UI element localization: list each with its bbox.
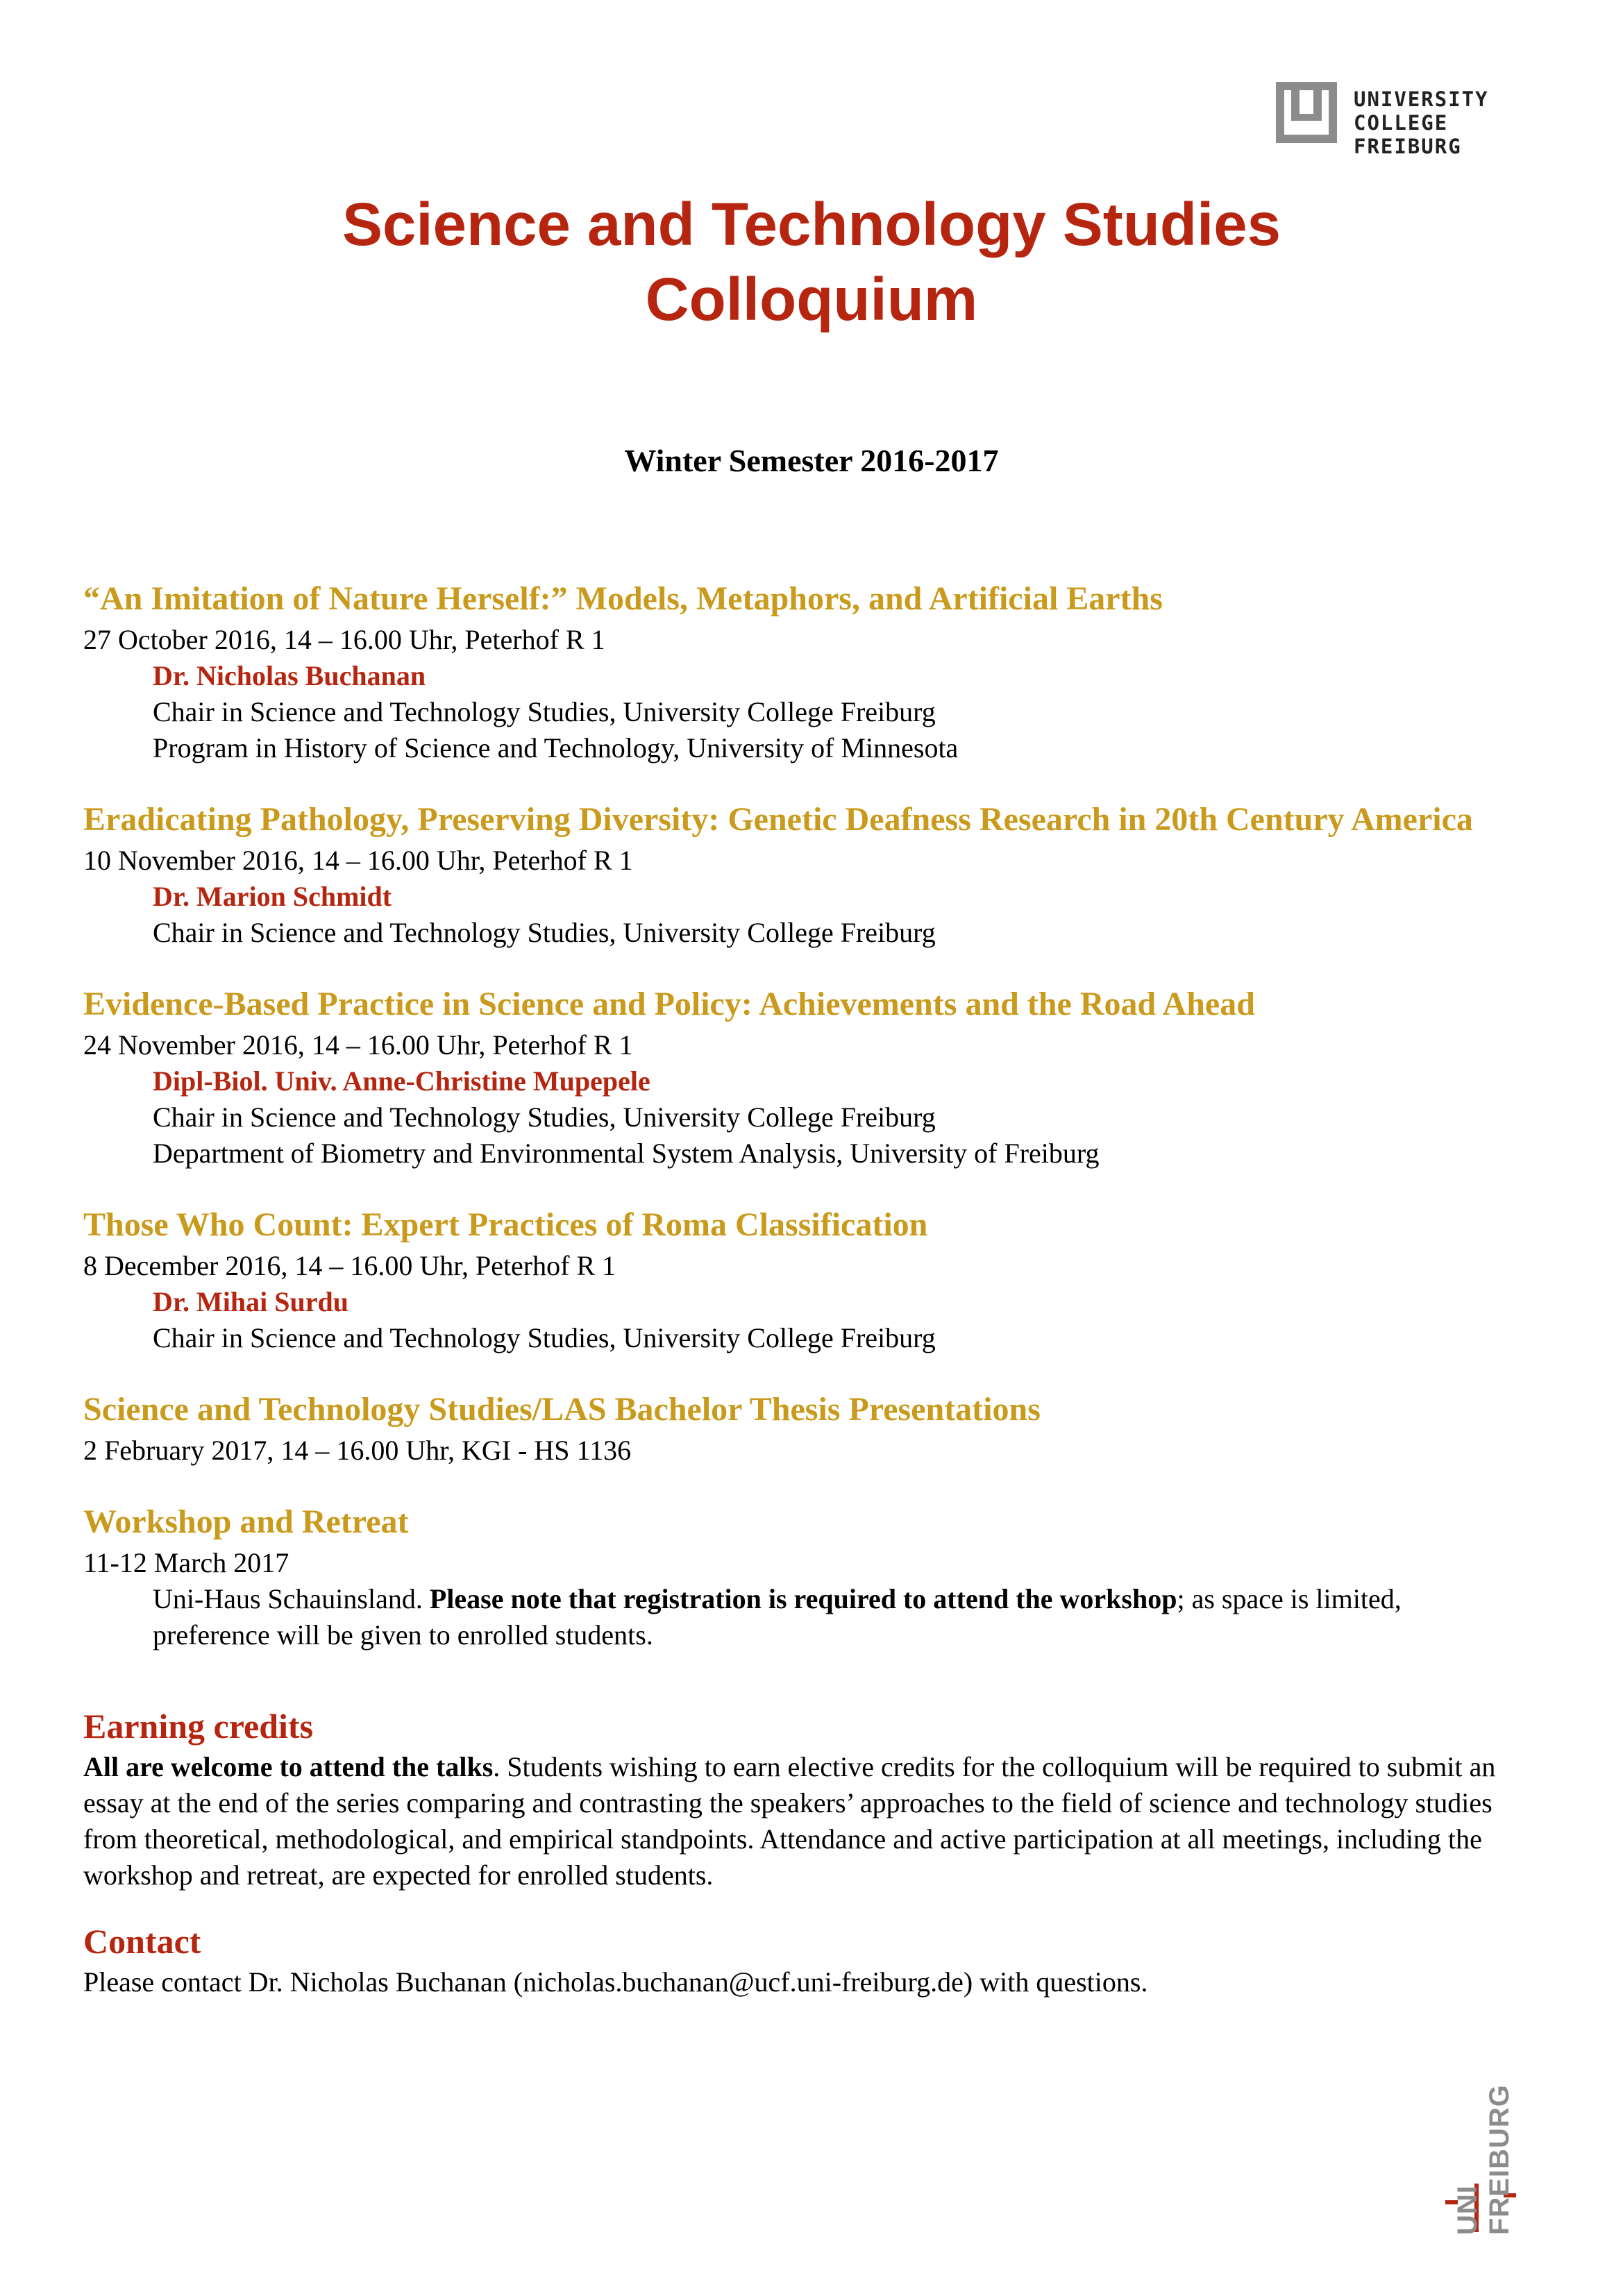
workshop <box>83 1499 1513 1653</box>
uni-freiburg-wordmark <box>1443 2075 1547 2235</box>
earning-credits-heading: Earning credits <box>83 1707 314 1746</box>
earning-credits-text <box>83 1749 1513 1893</box>
ucf-wordmark <box>1354 87 1489 158</box>
ucf-wordmark-line2: COLLEGE <box>1354 111 1449 135</box>
uni-freiburg-uni: UNI <box>1452 2185 1483 2235</box>
workshop-place: Uni-Haus Schauinsland. <box>153 1583 430 1614</box>
speaker-affiliation: Chair in Science and Technology Studies, University College Freiburg <box>153 696 936 727</box>
event-date-location: 8 December 2016, 14 – 16.00 Uhr, Peterhof R 1 <box>83 1250 616 1281</box>
event-title: “An Imitation of Nature Herself:” Models, Metaphors, and Artificial Earths <box>83 580 1163 617</box>
uni-freiburg-logo <box>1443 2075 1547 2235</box>
contact-heading: Contact <box>83 1922 201 1961</box>
ucf-logo <box>1276 82 1512 172</box>
page-title-line2: Colloquium <box>645 266 978 333</box>
event-date-location: 24 November 2016, 14 – 16.00 Uhr, Peterhof R 1 <box>83 1029 633 1061</box>
event-1 <box>83 576 1513 766</box>
event-title: Those Who Count: Expert Practices of Roma Classification <box>83 1206 928 1243</box>
speaker-affiliation: Chair in Science and Technology Studies, University College Freiburg <box>153 1322 936 1353</box>
schedule <box>83 576 1513 2000</box>
workshop-date: 11-12 March 2017 <box>83 1547 289 1578</box>
event-3 <box>83 981 1513 1172</box>
contact-text: Please contact Dr. Nicholas Buchanan (nicholas.buchanan@ucf.uni-freiburg.de) with questions. <box>83 1966 1148 1998</box>
contact-section <box>83 1918 1513 2000</box>
event-speaker: Dr. Mihai Surdu <box>153 1286 348 1317</box>
uni-freiburg-name: FREIBURG <box>1484 2084 1515 2235</box>
event-title: Science and Technology Studies/LAS Bachelor Thesis Presentations <box>83 1391 1041 1428</box>
event-title: Eradicating Pathology, Preserving Diversity: Genetic Deafness Research in 20th Century America <box>83 801 1473 838</box>
event-title: Evidence-Based Practice in Science and Policy: Achievements and the Road Ahead <box>83 986 1255 1022</box>
ucf-wordmark-line3: FREIBURG <box>1354 135 1462 158</box>
speaker-affiliation: Chair in Science and Technology Studies, University College Freiburg <box>153 917 936 948</box>
earning-credits-bold: All are welcome to attend the talks <box>83 1751 494 1782</box>
ucf-wordmark-line1: UNIVERSITY <box>1354 87 1489 111</box>
workshop-details <box>153 1581 1513 1653</box>
event-5 <box>83 1387 1513 1469</box>
event-date-location: 27 October 2016, 14 – 16.00 Uhr, Peterhof R 1 <box>83 624 605 655</box>
workshop-registration-note: Please note that registration is required to attend the workshop <box>429 1583 1177 1614</box>
speaker-affiliation: Chair in Science and Technology Studies, University College Freiburg <box>153 1101 936 1133</box>
earning-credits-rest: . Students wishing to earn elective credits for the colloquium will be required to submit an essay at the end of the series comparing and contrasting the speakers’ approaches to the field of science and technology studies from theoretical, methodological, and empirical standpoints. Attendance and active participation at all meetings, including the workshop and retreat, are expected for enrolled students. <box>83 1751 1496 1891</box>
earning-credits-section <box>83 1703 1513 1893</box>
event-date-location: 10 November 2016, 14 – 16.00 Uhr, Peterhof R 1 <box>83 845 633 876</box>
page-title <box>0 187 1623 337</box>
workshop-title: Workshop and Retreat <box>83 1503 409 1540</box>
ucf-logo-mark-icon <box>1276 82 1337 143</box>
event-speaker: Dipl-Biol. Univ. Anne-Christine Mupepele <box>153 1065 650 1097</box>
event-speaker: Dr. Marion Schmidt <box>153 881 392 912</box>
semester-subtitle: Winter Semester 2016-2017 <box>624 443 999 478</box>
page-title-line1: Science and Technology Studies <box>342 191 1281 258</box>
event-speaker: Dr. Nicholas Buchanan <box>153 660 426 691</box>
workshop-note-rest: ; as space is limited, preference will be given to enrolled students. <box>153 1583 1402 1651</box>
speaker-affiliation: Program in History of Science and Technology, University of Minnesota <box>153 732 959 763</box>
event-4 <box>83 1202 1513 1356</box>
event-2 <box>83 797 1513 951</box>
speaker-affiliation: Department of Biometry and Environmental System Analysis, University of Freiburg <box>153 1138 1100 1169</box>
event-date-location: 2 February 2017, 14 – 16.00 Uhr, KGI - HS 1136 <box>83 1435 632 1466</box>
